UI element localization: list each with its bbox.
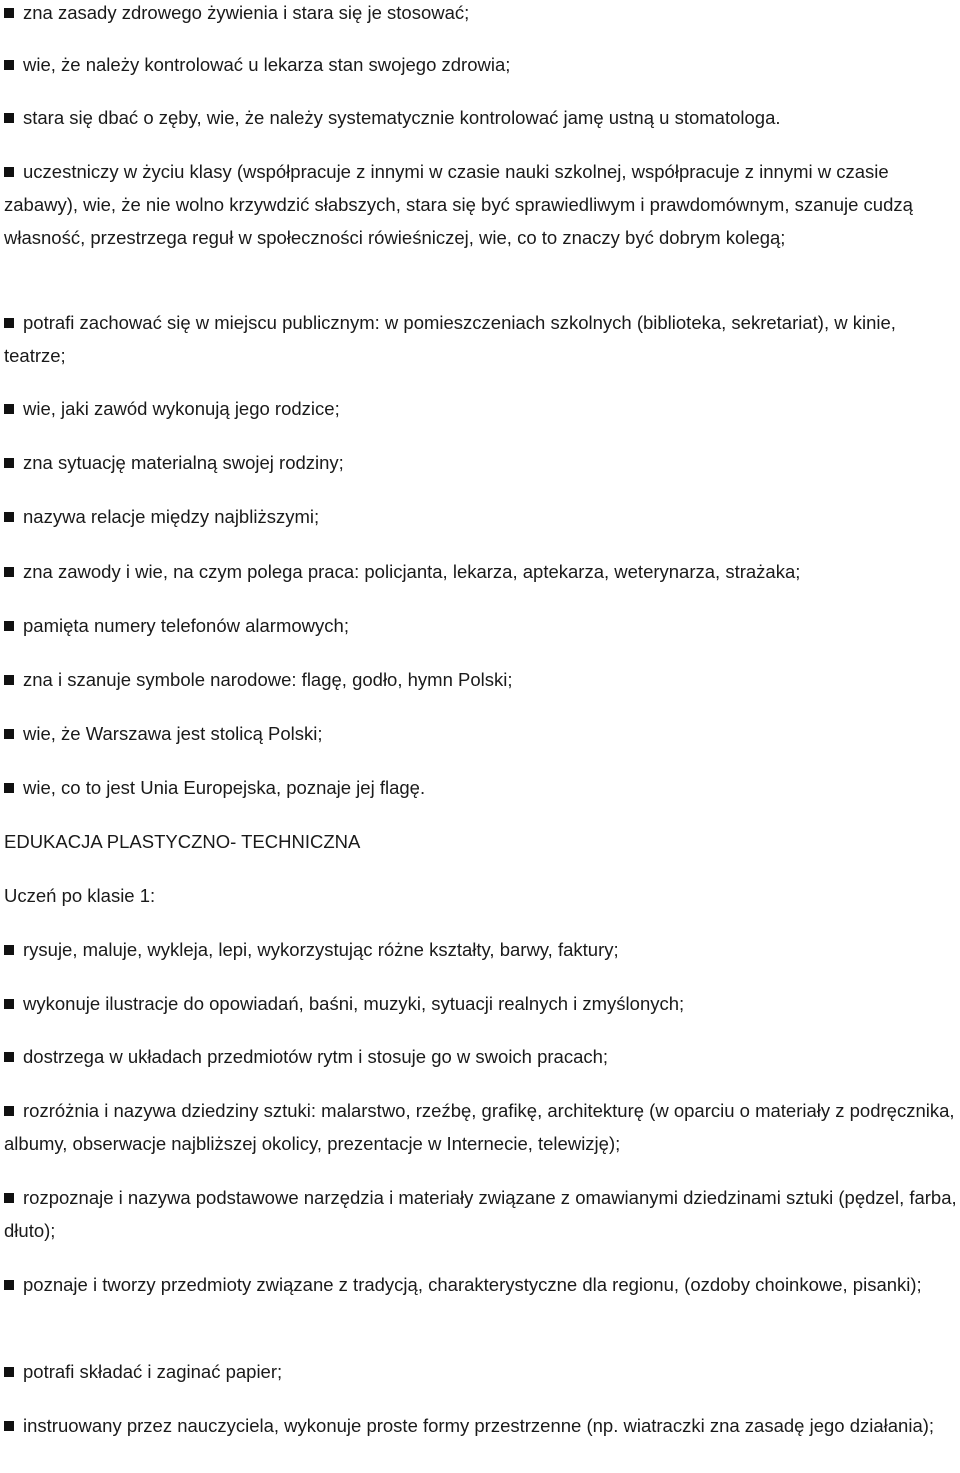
square-bullet-icon [4, 60, 14, 70]
list-item: stara się dbać o zęby, wie, że należy systematycznie kontrolować jamę ustną u stomatologa. [4, 101, 958, 134]
square-bullet-icon [4, 113, 14, 123]
square-bullet-icon [4, 729, 14, 739]
list-item: rozróżnia i nazywa dziedziny sztuki: malarstwo, rzeźbę, grafikę, architekturę (w oparciu o materiały z podręcznika, albumy, obserwacje najbliższej okolicy, prezentacje w Internecie, telewizję); [4, 1100, 955, 1154]
list-item: potrafi składać i zaginać papier; [4, 1355, 958, 1388]
list-item: poznaje i tworzy przedmioty związane z tradycją, charakterystyczne dla regionu, (ozdoby choinkowe, pisanki); [4, 1268, 958, 1301]
square-bullet-icon [4, 621, 14, 631]
list-item: dostrzega w układach przedmiotów rytm i stosuje go w swoich pracach; [4, 1040, 958, 1073]
list-item: wie, jaki zawód wykonują jego rodzice; [4, 392, 958, 425]
section-heading: EDUKACJA PLASTYCZNO- TECHNICZNA [4, 831, 361, 852]
list-item: pamięta numery telefonów alarmowych; [4, 609, 958, 642]
list-item: wie, że należy kontrolować u lekarza stan swojego zdrowia; [4, 48, 958, 81]
list-item: rysuje, maluje, wykleja, lepi, wykorzystując różne kształty, barwy, faktury; [4, 933, 958, 966]
square-bullet-icon [4, 1367, 14, 1377]
square-bullet-icon [4, 1421, 14, 1431]
list-item: wykonuje ilustracje do opowiadań, baśni, muzyki, sytuacji realnych i zmyślonych; [4, 987, 958, 1020]
list-item: zna zasady zdrowego żywienia i stara się je stosować; [4, 0, 958, 29]
list-item: zna zawody i wie, na czym polega praca: policjanta, lekarza, aptekarza, weterynarza, strażaka; [4, 555, 958, 588]
square-bullet-icon [4, 945, 14, 955]
list-item: potrafi zachować się w miejscu publicznym: w pomieszczeniach szkolnych (biblioteka, sekretariat), w kinie, teatrze; [4, 312, 896, 366]
list-item: nazywa relacje między najbliższymi; [4, 500, 958, 533]
square-bullet-icon [4, 567, 14, 577]
square-bullet-icon [4, 512, 14, 522]
section-intro: Uczeń po klasie 1: [4, 885, 156, 906]
square-bullet-icon [4, 458, 14, 468]
list-item: uczestniczy w życiu klasy (współpracuje z innymi w czasie nauki szkolnej, współpracuje z innymi w czasie zabawy), wie, że nie wolno krzywdzić słabszych, stara się być sprawiedliwym i prawdomównym, szanuje cudzą własność, przestrzega reguł w społeczności rówieśniczej, wie, co to znaczy być dobrym kolegą; [4, 161, 913, 248]
list-item: wie, że Warszawa jest stolicą Polski; [4, 717, 958, 750]
list-item: rozpoznaje i nazywa podstawowe narzędzia i materiały związane z omawianymi dziedzinami sztuki (pędzel, farba, dłuto); [4, 1187, 957, 1241]
square-bullet-icon [4, 1280, 14, 1290]
square-bullet-icon [4, 404, 14, 414]
square-bullet-icon [4, 1106, 14, 1116]
list-item: zna sytuację materialną swojej rodziny; [4, 446, 958, 479]
list-item: instruowany przez nauczyciela, wykonuje proste formy przestrzenne (np. wiatraczki zna zasadę jego działania); [4, 1409, 958, 1442]
square-bullet-icon [4, 1193, 14, 1203]
square-bullet-icon [4, 675, 14, 685]
square-bullet-icon [4, 318, 14, 328]
square-bullet-icon [4, 167, 14, 177]
square-bullet-icon [4, 999, 14, 1009]
square-bullet-icon [4, 8, 14, 18]
square-bullet-icon [4, 783, 14, 793]
square-bullet-icon [4, 1052, 14, 1062]
list-item: wie, co to jest Unia Europejska, poznaje jej flagę. [4, 771, 958, 804]
list-item: zna i szanuje symbole narodowe: flagę, godło, hymn Polski; [4, 663, 958, 696]
